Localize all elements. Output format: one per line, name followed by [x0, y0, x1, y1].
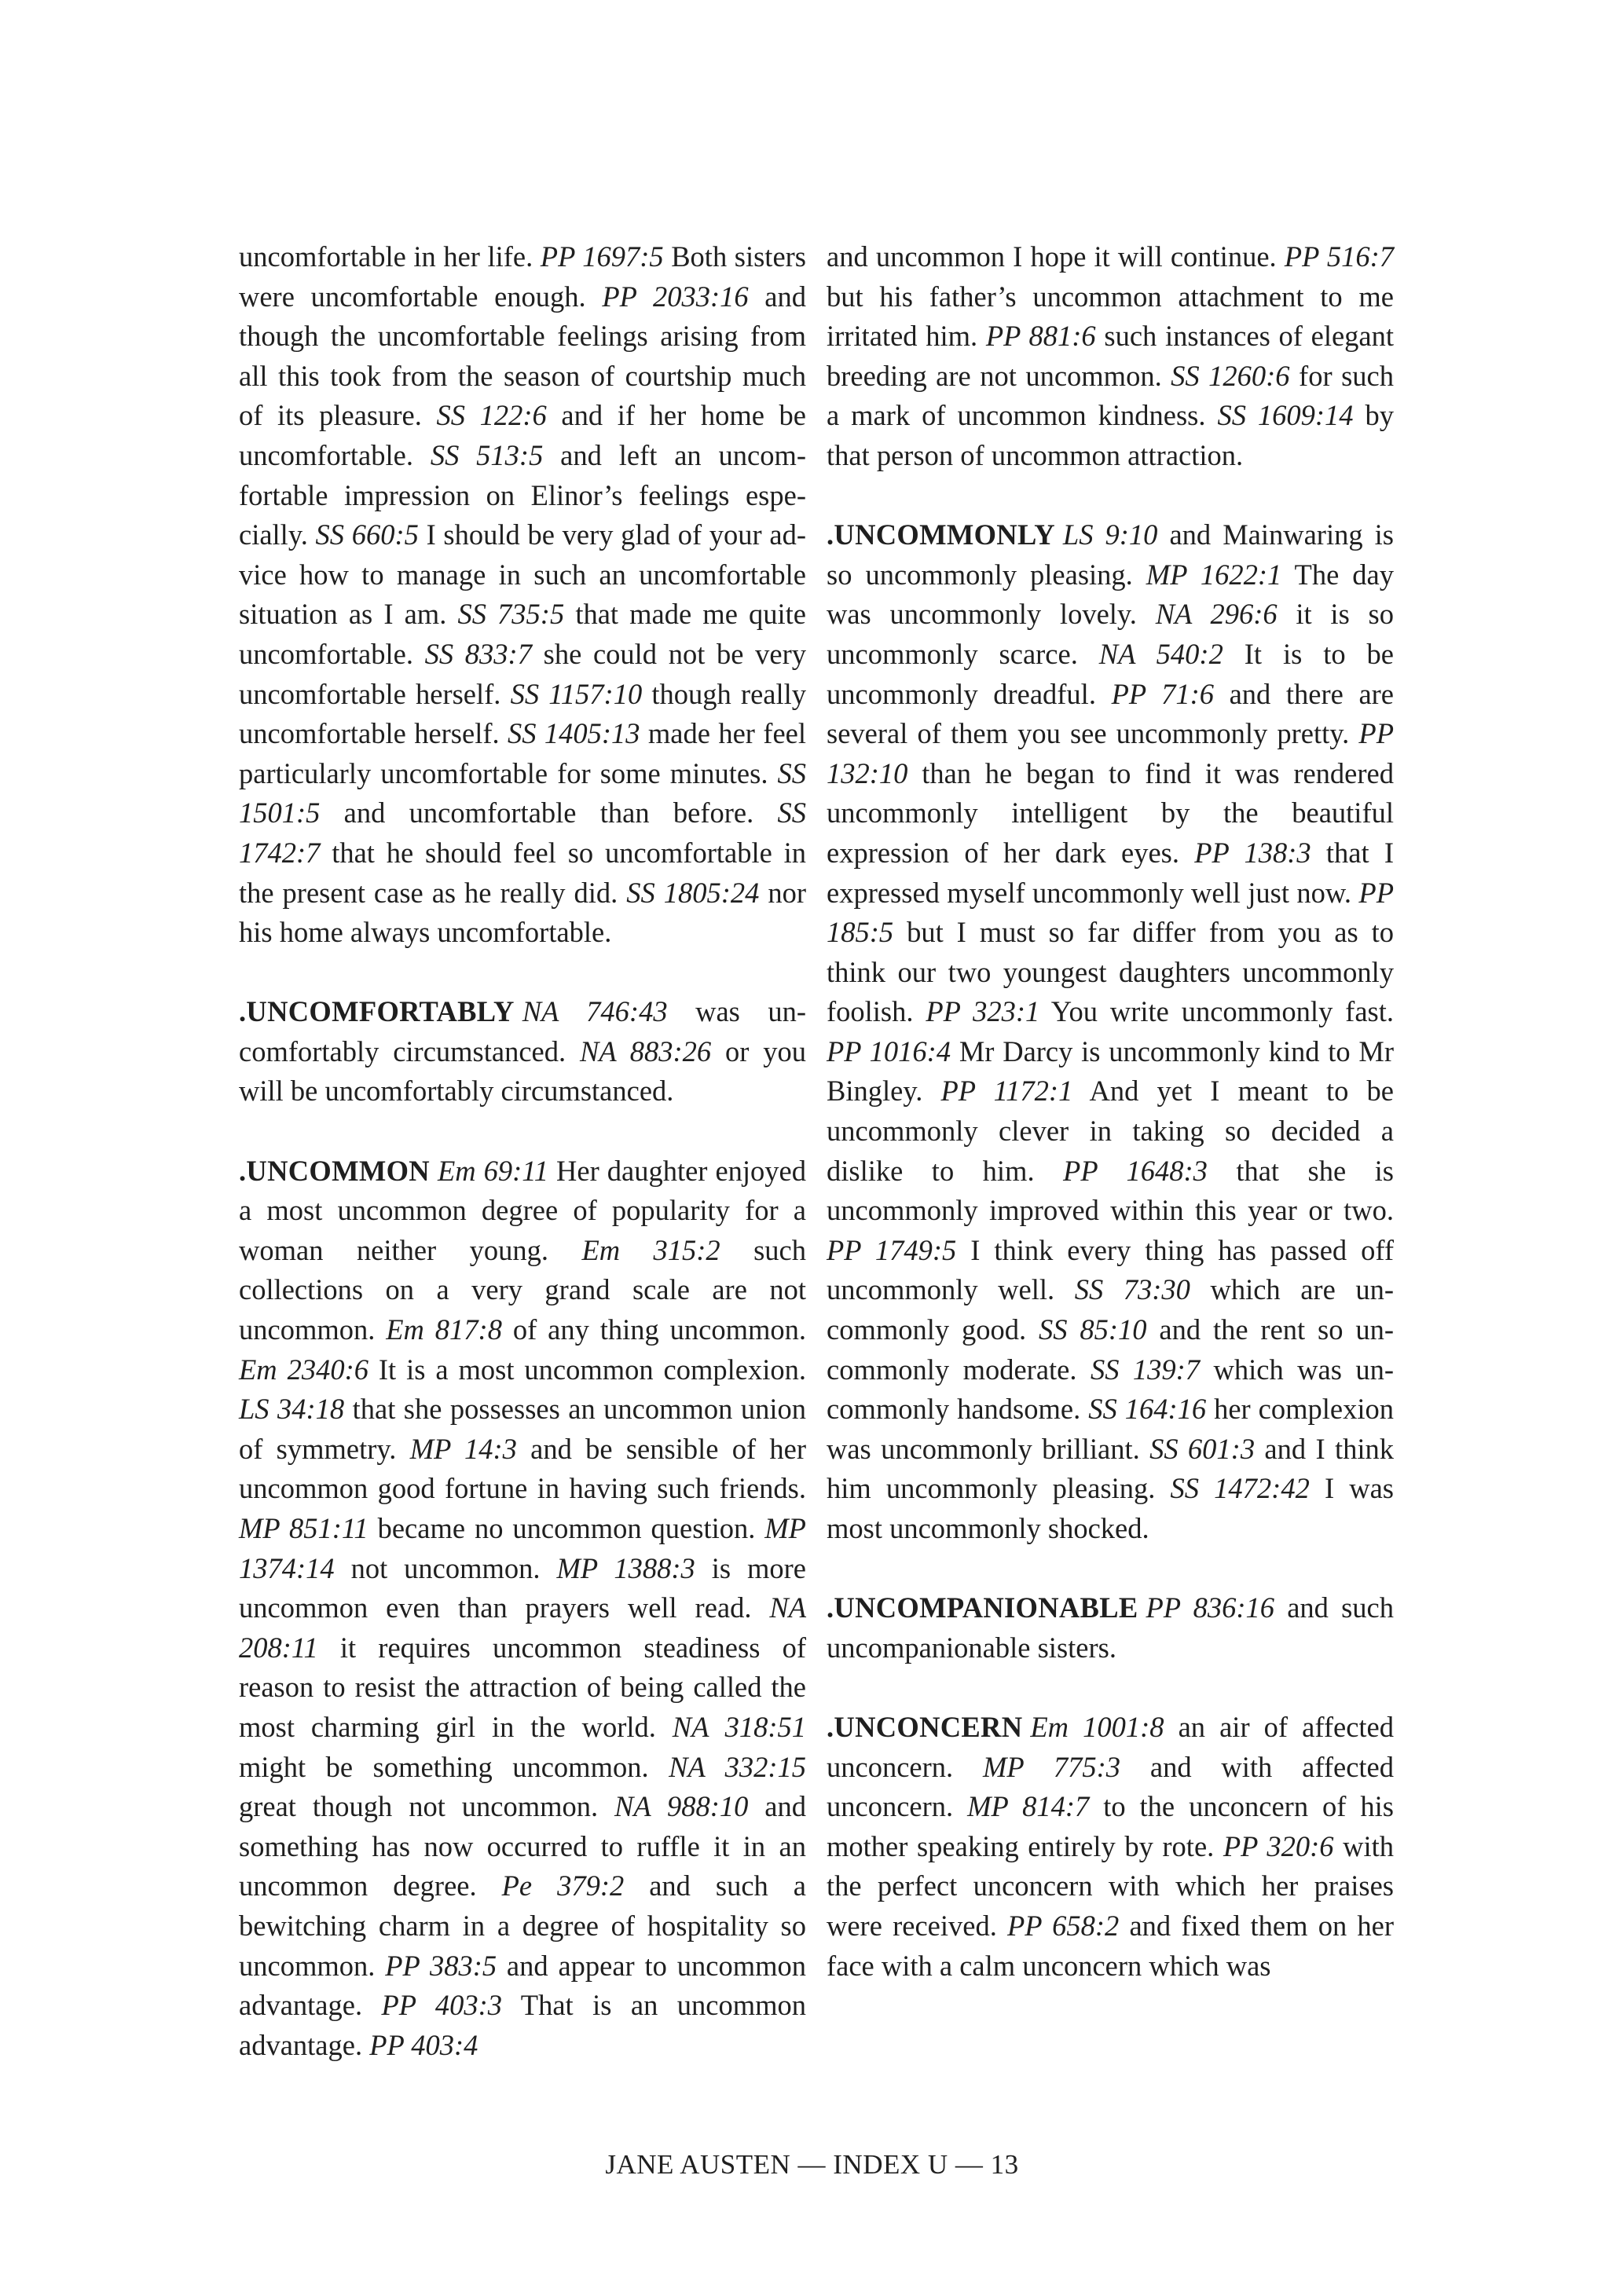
quotation-text: such instances of elegant breeding are not uncommon.	[827, 320, 1395, 392]
quotation-text: with the perfect unconcern with which her praises were received.	[827, 1829, 1394, 1942]
citation-reference: MP 851:11	[239, 1512, 368, 1544]
citation-reference: PP 1172:1	[940, 1075, 1073, 1108]
citation-reference: SS 660:5	[315, 518, 419, 551]
quotation-text: made her feel particularly uncomfortable for some minutes.	[239, 717, 807, 789]
citation-reference: SS 735:5	[457, 598, 565, 631]
citation-reference: SS 1405:13	[508, 717, 640, 750]
citation-reference: PP 132:10	[827, 717, 1394, 789]
citation-reference: MP 1388:3	[556, 1551, 695, 1584]
citation-reference: NA 988:10	[614, 1790, 749, 1823]
citation-reference: PP 1749:5	[827, 1233, 957, 1266]
citation-reference: SS 513:5	[430, 438, 544, 471]
quotation-text: which are uncommonly good.	[827, 1273, 1394, 1346]
quotation-text: and uncomfortable than before.	[320, 796, 778, 829]
quotation-text: that made me quite uncomfortable.	[239, 598, 806, 670]
quotation-text: it is so uncommonly scarce.	[827, 598, 1395, 670]
citation-reference: LS 34:18	[239, 1393, 345, 1426]
citation-reference: NA 318:51	[672, 1710, 807, 1743]
citation-reference: Em 69:11	[437, 1154, 549, 1187]
quotation-text: and I think him uncommonly pleasing.	[827, 1432, 1394, 1505]
citation-reference: MP 1374:14	[239, 1512, 806, 1584]
quotation-text: for such a mark of uncommon kindness.	[827, 359, 1394, 432]
quotation-text: such collections on a very grand scale are not uncommon.	[239, 1233, 806, 1346]
quotation-text: than he began to find it was rendered uncommonly intelligent by the beautiful expression of her dark eyes.	[827, 756, 1394, 869]
quotation-text: And yet I meant to be uncommonly clever in taking so decided a dislike to him.	[827, 1075, 1394, 1187]
quotation-text: to the unconcern of his mother speaking entirely by rote.	[827, 1790, 1394, 1862]
quotation-text: nor his home always uncomfortable.	[239, 876, 807, 949]
citation-reference: SS 73:30	[1074, 1273, 1190, 1306]
quotation-text: she could not be very uncomfortable herself.	[239, 637, 806, 710]
page-footer: JANE AUSTEN — INDEX U — 13	[605, 2149, 1019, 2180]
quotation-text: an air of affected unconcern.	[827, 1710, 1394, 1783]
quotation-text: and if her home be uncomfortable.	[239, 399, 806, 471]
entry-headword: .UNCOMMONLY	[827, 518, 1055, 551]
citation-reference: PP 320:6	[1223, 1829, 1334, 1862]
quotation-text: and though the uncomfortable feelings arising from all this took from the season of courtship much of its pleasure.	[239, 280, 807, 432]
quotation-text: Both sisters were uncomfortable enough.	[239, 240, 806, 313]
citation-reference: NA 746:43	[522, 995, 668, 1028]
quotation-text: The day was uncommonly lovely.	[827, 558, 1394, 631]
index-entry	[239, 992, 806, 1111]
citation-reference: PP 138:3	[1194, 836, 1311, 869]
quotation-text: and such uncompanionable sisters.	[827, 1591, 1395, 1664]
quotation-text: but his father’s uncommon attachment to me irritated him.	[827, 280, 1394, 353]
quotation-text: might be something uncommon.	[239, 1750, 669, 1783]
quotation-text: Mr Darcy is uncommonly kind to Mr Bingley.	[827, 1034, 1394, 1108]
citation-reference: PP 658:2	[1007, 1909, 1120, 1942]
index-entry	[827, 1708, 1394, 1986]
citation-reference: Pe 379:2	[501, 1869, 625, 1902]
quotation-text: That is an uncommon advantage.	[239, 1989, 806, 2061]
quotation-text: and with affected unconcern.	[827, 1750, 1394, 1823]
citation-reference: SS 139:7	[1090, 1353, 1201, 1386]
quotation-text: that she possesses an uncommon union of symmetry.	[239, 1393, 806, 1465]
quotation-text: and fixed them on her face with a calm unconcern which was	[827, 1909, 1394, 1982]
citation-reference: MP 1622:1	[1146, 558, 1282, 591]
quotation-text: You write uncommonly fast.	[1039, 995, 1394, 1028]
quotation-text: uncomfortable in her life.	[239, 240, 541, 273]
quotation-text: and such a bewitching charm in a degree of hospitality so uncommon.	[239, 1869, 806, 1982]
quotation-text: I was most uncommonly shocked.	[827, 1472, 1394, 1544]
citation-reference: PP 1697:5	[540, 240, 664, 273]
left-column	[239, 237, 806, 2065]
quotation-text: and appear to uncommon advantage.	[239, 1949, 806, 2022]
quotation-text: or you will be uncomfortably circumstanced.	[239, 1034, 807, 1108]
entry-headword: .UNCOMFORTABLY	[239, 995, 515, 1028]
quotation-text: was uncomfortably circumstanced.	[239, 995, 807, 1067]
quotation-text: is more uncommon even than prayers well read.	[239, 1551, 807, 1624]
quotation-text: but I must so far differ from you as to think our two youngest daughters uncommonly foolish.	[827, 916, 1394, 1028]
entry-headword: .UNCONCERN	[827, 1710, 1023, 1743]
citation-reference: PP 2033:16	[602, 280, 749, 313]
citation-reference: SS 1805:24	[626, 876, 760, 909]
quotation-text: Her daughter enjoyed a most uncommon degree of popularity for a woman neither young.	[239, 1154, 807, 1266]
quotation-text: of any thing uncommon.	[501, 1313, 806, 1346]
quotation-text: by that person of uncommon attraction.	[827, 399, 1395, 471]
citation-reference: PP 1648:3	[1063, 1154, 1208, 1187]
citation-reference: Em 315:2	[581, 1233, 720, 1266]
quotation-text: that she is uncommonly improved within this year or two.	[827, 1154, 1395, 1227]
quotation-text: and left an uncomfortable impression on Elinor’s feelings especially.	[239, 438, 806, 551]
quotation-text: and Mainwaring is so uncommonly pleasing.	[827, 518, 1394, 591]
quotation-text: I should be very glad of your advice how to manage in such an uncomfortable situation as I am.	[239, 518, 807, 631]
index-entry	[239, 1152, 806, 2066]
citation-reference: SS 1609:14	[1217, 399, 1354, 432]
quotation-text: and be sensible of her uncommon good fortune in having such friends.	[239, 1432, 806, 1505]
citation-reference: NA 208:11	[239, 1591, 806, 1664]
citation-reference: PP 836:16	[1146, 1591, 1275, 1624]
quotation-text: that he should feel so uncomfortable in the present case as he really did.	[239, 836, 806, 909]
quotation-text: her complexion was uncommonly brilliant.	[827, 1393, 1395, 1465]
citation-reference: PP 516:7	[1284, 240, 1394, 273]
citation-reference: PP 71:6	[1111, 677, 1214, 710]
quotation-text: and there are several of them you see uncommonly pretty.	[827, 677, 1394, 750]
quotation-text: though really uncomfortable herself.	[239, 677, 807, 750]
citation-reference: Em 817:8	[386, 1313, 502, 1346]
index-entry-continued	[827, 237, 1394, 476]
quotation-text: great though not uncommon.	[239, 1790, 615, 1823]
citation-reference: PP 323:1	[926, 995, 1040, 1028]
citation-reference: SS 85:10	[1038, 1313, 1147, 1346]
index-entry-continued	[239, 237, 806, 953]
citation-reference: PP 403:3	[381, 1989, 503, 2022]
citation-reference: SS 1501:5	[239, 756, 806, 829]
citation-reference: MP 14:3	[409, 1432, 517, 1465]
quotation-text: and the rent so uncommonly moderate.	[827, 1313, 1394, 1386]
citation-reference: Em 1001:8	[1030, 1710, 1164, 1743]
entry-headword: .UNCOMMON	[239, 1154, 430, 1187]
citation-reference: PP 185:5	[827, 876, 1394, 949]
citation-reference: PP 403:4	[369, 2028, 478, 2061]
quotation-text: which was uncommonly handsome.	[827, 1353, 1395, 1426]
quotation-text: It is a most uncommon complexion.	[368, 1353, 806, 1386]
index-entry	[827, 515, 1394, 1548]
citation-reference: LS 9:10	[1062, 518, 1158, 551]
citation-reference: SS 1472:42	[1170, 1472, 1310, 1505]
right-column	[827, 237, 1394, 1986]
citation-reference: MP 775:3	[982, 1750, 1121, 1783]
quotation-text: it requires uncommon steadiness of reason to resist the attraction of being called the most charming girl in the world.	[239, 1631, 806, 1743]
quotation-text: and uncommon I hope it will continue.	[827, 240, 1285, 273]
entry-headword: .UNCOMPANIONABLE	[827, 1591, 1138, 1624]
citation-reference: MP 814:7	[967, 1790, 1090, 1823]
citation-reference: SS 601:3	[1149, 1432, 1256, 1465]
citation-reference: NA 296:6	[1155, 598, 1278, 631]
citation-reference: NA 332:15	[669, 1750, 807, 1783]
citation-reference: SS 833:7	[424, 637, 532, 670]
quotation-text: not uncommon.	[334, 1551, 557, 1584]
citation-reference: PP 1016:4	[827, 1034, 951, 1067]
citation-reference: SS 164:16	[1088, 1393, 1207, 1426]
citation-reference: Em 2340:6	[239, 1353, 368, 1386]
citation-reference: PP 383:5	[385, 1949, 497, 1982]
citation-reference: NA 540:2	[1098, 637, 1223, 670]
quotation-text: became no uncommon question.	[368, 1512, 765, 1544]
citation-reference: NA 883:26	[579, 1034, 712, 1067]
citation-reference: SS 1742:7	[239, 796, 806, 869]
quotation-text: and something has now occurred to ruffle it in an uncommon degree.	[239, 1790, 807, 1902]
quotation-text: that I expressed myself uncommonly well just now.	[827, 836, 1395, 909]
citation-reference: SS 122:6	[436, 399, 547, 432]
quotation-text: I think every thing has passed off uncommonly well.	[827, 1233, 1394, 1306]
index-entry	[827, 1588, 1394, 1668]
quotation-text: It is to be uncommonly dreadful.	[827, 637, 1394, 710]
citation-reference: PP 881:6	[985, 320, 1096, 353]
citation-reference: SS 1157:10	[510, 677, 643, 710]
citation-reference: SS 1260:6	[1171, 359, 1290, 392]
